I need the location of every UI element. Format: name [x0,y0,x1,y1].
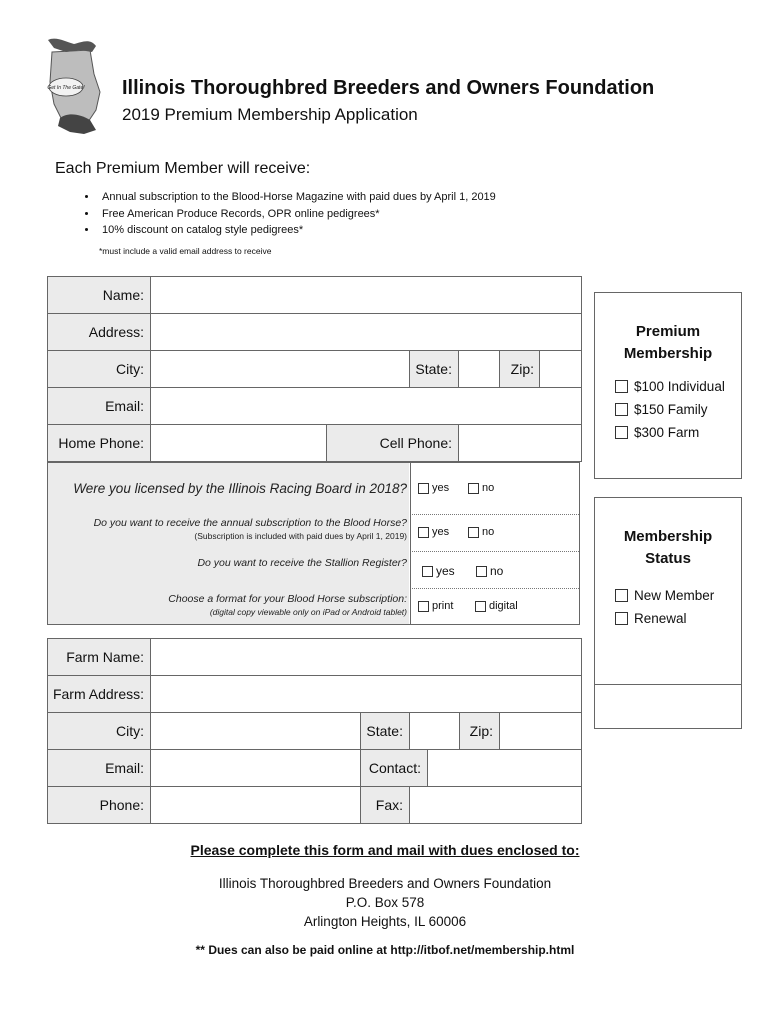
farm-name-field[interactable] [151,639,582,676]
licensed-yes-checkbox[interactable] [418,483,429,494]
yes-label: yes [432,482,450,494]
page-subtitle: 2019 Premium Membership Application [122,105,418,124]
cell-phone-label: Cell Phone: [327,425,459,462]
yes-label: yes [436,564,455,578]
status-option-label: New Member [634,588,715,603]
cell-phone-field[interactable] [459,425,582,462]
premium-individual-checkbox[interactable] [615,380,628,393]
farm-address-label: Farm Address: [48,676,151,713]
farm-city-label: City: [48,713,151,750]
zip-label: Zip: [500,351,540,387]
question-subscription [48,514,579,552]
yes-label: yes [432,526,450,538]
mailing-address-line3: Arlington Heights, IL 60006 [303,914,467,929]
benefits-list [78,189,496,239]
subscription-yes-checkbox[interactable] [418,527,429,538]
itbof-logo [44,34,104,138]
premium-membership-title: Premium Membership [623,323,713,362]
question-licensed [48,463,579,515]
subscription-no-checkbox[interactable] [468,527,479,538]
list-item: • Annual subscription to the Blood-Horse Magazine with paid dues by April 1, 2019 [98,189,496,206]
farm-form [47,638,582,824]
premium-family-checkbox[interactable] [615,403,628,416]
question-format-text: Choose a format for your Blood Horse subscription: [168,593,407,605]
farm-email-field[interactable] [151,750,361,787]
premium-option-label: $150 Family [634,402,708,417]
state-field[interactable] [459,351,500,388]
farm-zip-label: Zip: [460,713,500,750]
farm-email-label: Email: [48,750,151,787]
list-item: • Free American Produce Records, OPR online pedigrees* [98,206,496,223]
mailing-heading: Please complete this form and mail with dues enclosed to: [190,842,580,858]
benefits-footnote: *must include a valid email address to receive [99,246,272,256]
mailing-address-line1: Illinois Thoroughbred Breeders and Owners Foundation [218,876,552,891]
digital-label: digital [489,600,518,612]
city-label: City: [48,351,151,388]
city-field[interactable] [151,351,410,388]
farm-contact-label: Contact: [361,750,428,787]
premium-option-label: $300 Farm [634,425,700,440]
state-label: State: [410,351,459,388]
name-field[interactable] [151,277,582,314]
farm-contact-field[interactable] [428,750,582,787]
questions-section [47,462,580,625]
mailing-address-line2: P.O. Box 578 [345,895,425,910]
no-label: no [482,526,495,538]
premium-farm-checkbox[interactable] [615,426,628,439]
question-format-note: (digital copy viewable only on iPad or Android tablet) [209,607,407,617]
name-label: Name: [48,277,151,314]
list-item: • 10% discount on catalog style pedigrees* [98,222,496,239]
contact-form [47,276,582,462]
farm-phone-field[interactable] [151,787,361,824]
online-payment-note: ** Dues can also be paid online at http://itbof.net/membership.html [195,943,575,957]
format-digital-checkbox[interactable] [475,601,486,612]
question-licensed-text: Were you licensed by the Illinois Racing Board in 2018? [48,463,409,514]
home-phone-field[interactable] [151,425,327,462]
farm-state-label: State: [361,713,410,750]
format-print-checkbox[interactable] [418,601,429,612]
licensed-no-checkbox[interactable] [468,483,479,494]
farm-zip-field[interactable] [500,713,582,750]
new-member-checkbox[interactable] [615,589,628,602]
stallion-no-checkbox[interactable] [476,566,487,577]
address-field[interactable] [151,314,582,351]
email-field[interactable] [151,388,582,425]
question-stallion [48,551,579,589]
farm-phone-label: Phone: [48,787,151,824]
home-phone-label: Home Phone: [48,425,151,462]
farm-name-label: Farm Name: [48,639,151,676]
farm-city-field[interactable] [151,713,361,750]
stallion-yes-checkbox[interactable] [422,566,433,577]
farm-fax-label: Fax: [361,787,410,824]
no-label: no [482,482,495,494]
renewal-checkbox[interactable] [615,612,628,625]
question-subscription-note: (Subscription is included with paid dues by April 1, 2019) [194,531,407,541]
page-title: Illinois Thoroughbred Breeders and Owners Foundation [122,77,655,99]
zip-cell[interactable] [500,351,582,388]
logo-text: Get In The Gate! [47,85,85,91]
farm-fax-field[interactable] [410,787,582,824]
question-format [48,588,579,624]
membership-status-title: Membership Status [623,528,713,567]
no-label: no [490,564,504,578]
membership-status-box [594,497,742,729]
print-label: print [432,600,454,612]
email-label: Email: [48,388,151,425]
farm-state-field[interactable] [410,713,460,750]
address-label: Address: [48,314,151,351]
benefits-heading: Each Premium Member will receive: [55,160,311,177]
premium-option-label: $100 Individual [634,379,725,394]
question-subscription-text: Do you want to receive the annual subscription to the Blood Horse? [93,517,407,529]
question-stallion-text: Do you want to receive the Stallion Register? [48,551,409,588]
farm-address-field[interactable] [151,676,582,713]
premium-membership-box [594,292,742,479]
status-option-label: Renewal [634,611,687,626]
